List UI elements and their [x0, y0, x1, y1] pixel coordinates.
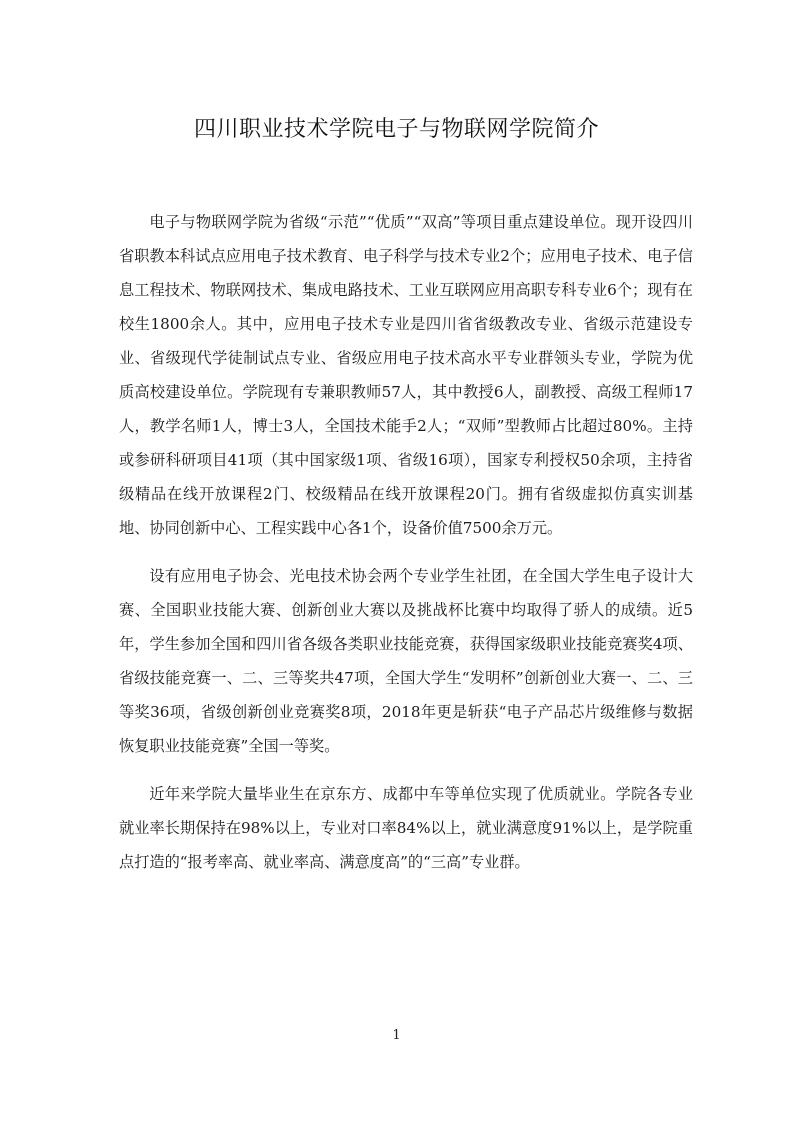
page-number: 1: [392, 1028, 401, 1043]
document-body: [119, 205, 693, 879]
document-title: 四川职业技术学院电子与物联网学院简介: [193, 117, 599, 142]
paragraph-intro: 电子与物联网学院为省级“示范”“优质”“双高”等项目重点建设单位。现开设四川省职教本科试点应用电子技术教育、电子科学与技术专业2个；应用电子技术、电子信息工程技术、物联网技术、集成电路技术、工业互联网应用高职专科专业6个；现有在校生1800余人。其中，应用电子技术专业是四川省省级教改专业、省级示范建设专业、省级现代学徒制试点专业、省级应用电子技术高水平专业群领头专业，学院为优质高校建设单位。学院现有专兼职教师57人，其中教授6人，副教授、高级工程师17人，教学名师1人，博士3人，全国技术能手2人；“双师”型教师占比超过80%。主持或参研科研项目41项（其中国家级1项、省级16项），国家专利授权50余项，主持省级精品在线开放课程2门、校级精品在线开放课程20门。拥有省级虚拟仿真实训基地、协同创新中心、工程实践中心各1个，设备价值7500余万元。: [119, 213, 693, 537]
paragraph-employment: 近年来学院大量毕业生在京东方、成都中车等单位实现了优质就业。学院各专业就业率长期保持在98%以上，专业对口率84%以上，就业满意度91%以上，是学院重点打造的“报考率高、就业率高、满意度高”的“三高”专业群。: [119, 785, 693, 871]
paragraph-student-clubs: 设有应用电子协会、光电技术协会两个专业学生社团，在全国大学生电子设计大赛、全国职业技能大赛、创新创业大赛以及挑战杯比赛中均取得了骄人的成绩。近5年，学生参加全国和四川省各级各类职业技能竞赛，获得国家级职业技能竞赛奖4项、省级技能竞赛一、二、三等奖共47项，全国大学生“发明杯”创新创业大赛一、二、三等奖36项，省级创新创业竞赛奖8项，2018年更是斩获“电子产品芯片级维修与数据恢复职业技能竞赛”全国一等奖。: [119, 567, 693, 755]
